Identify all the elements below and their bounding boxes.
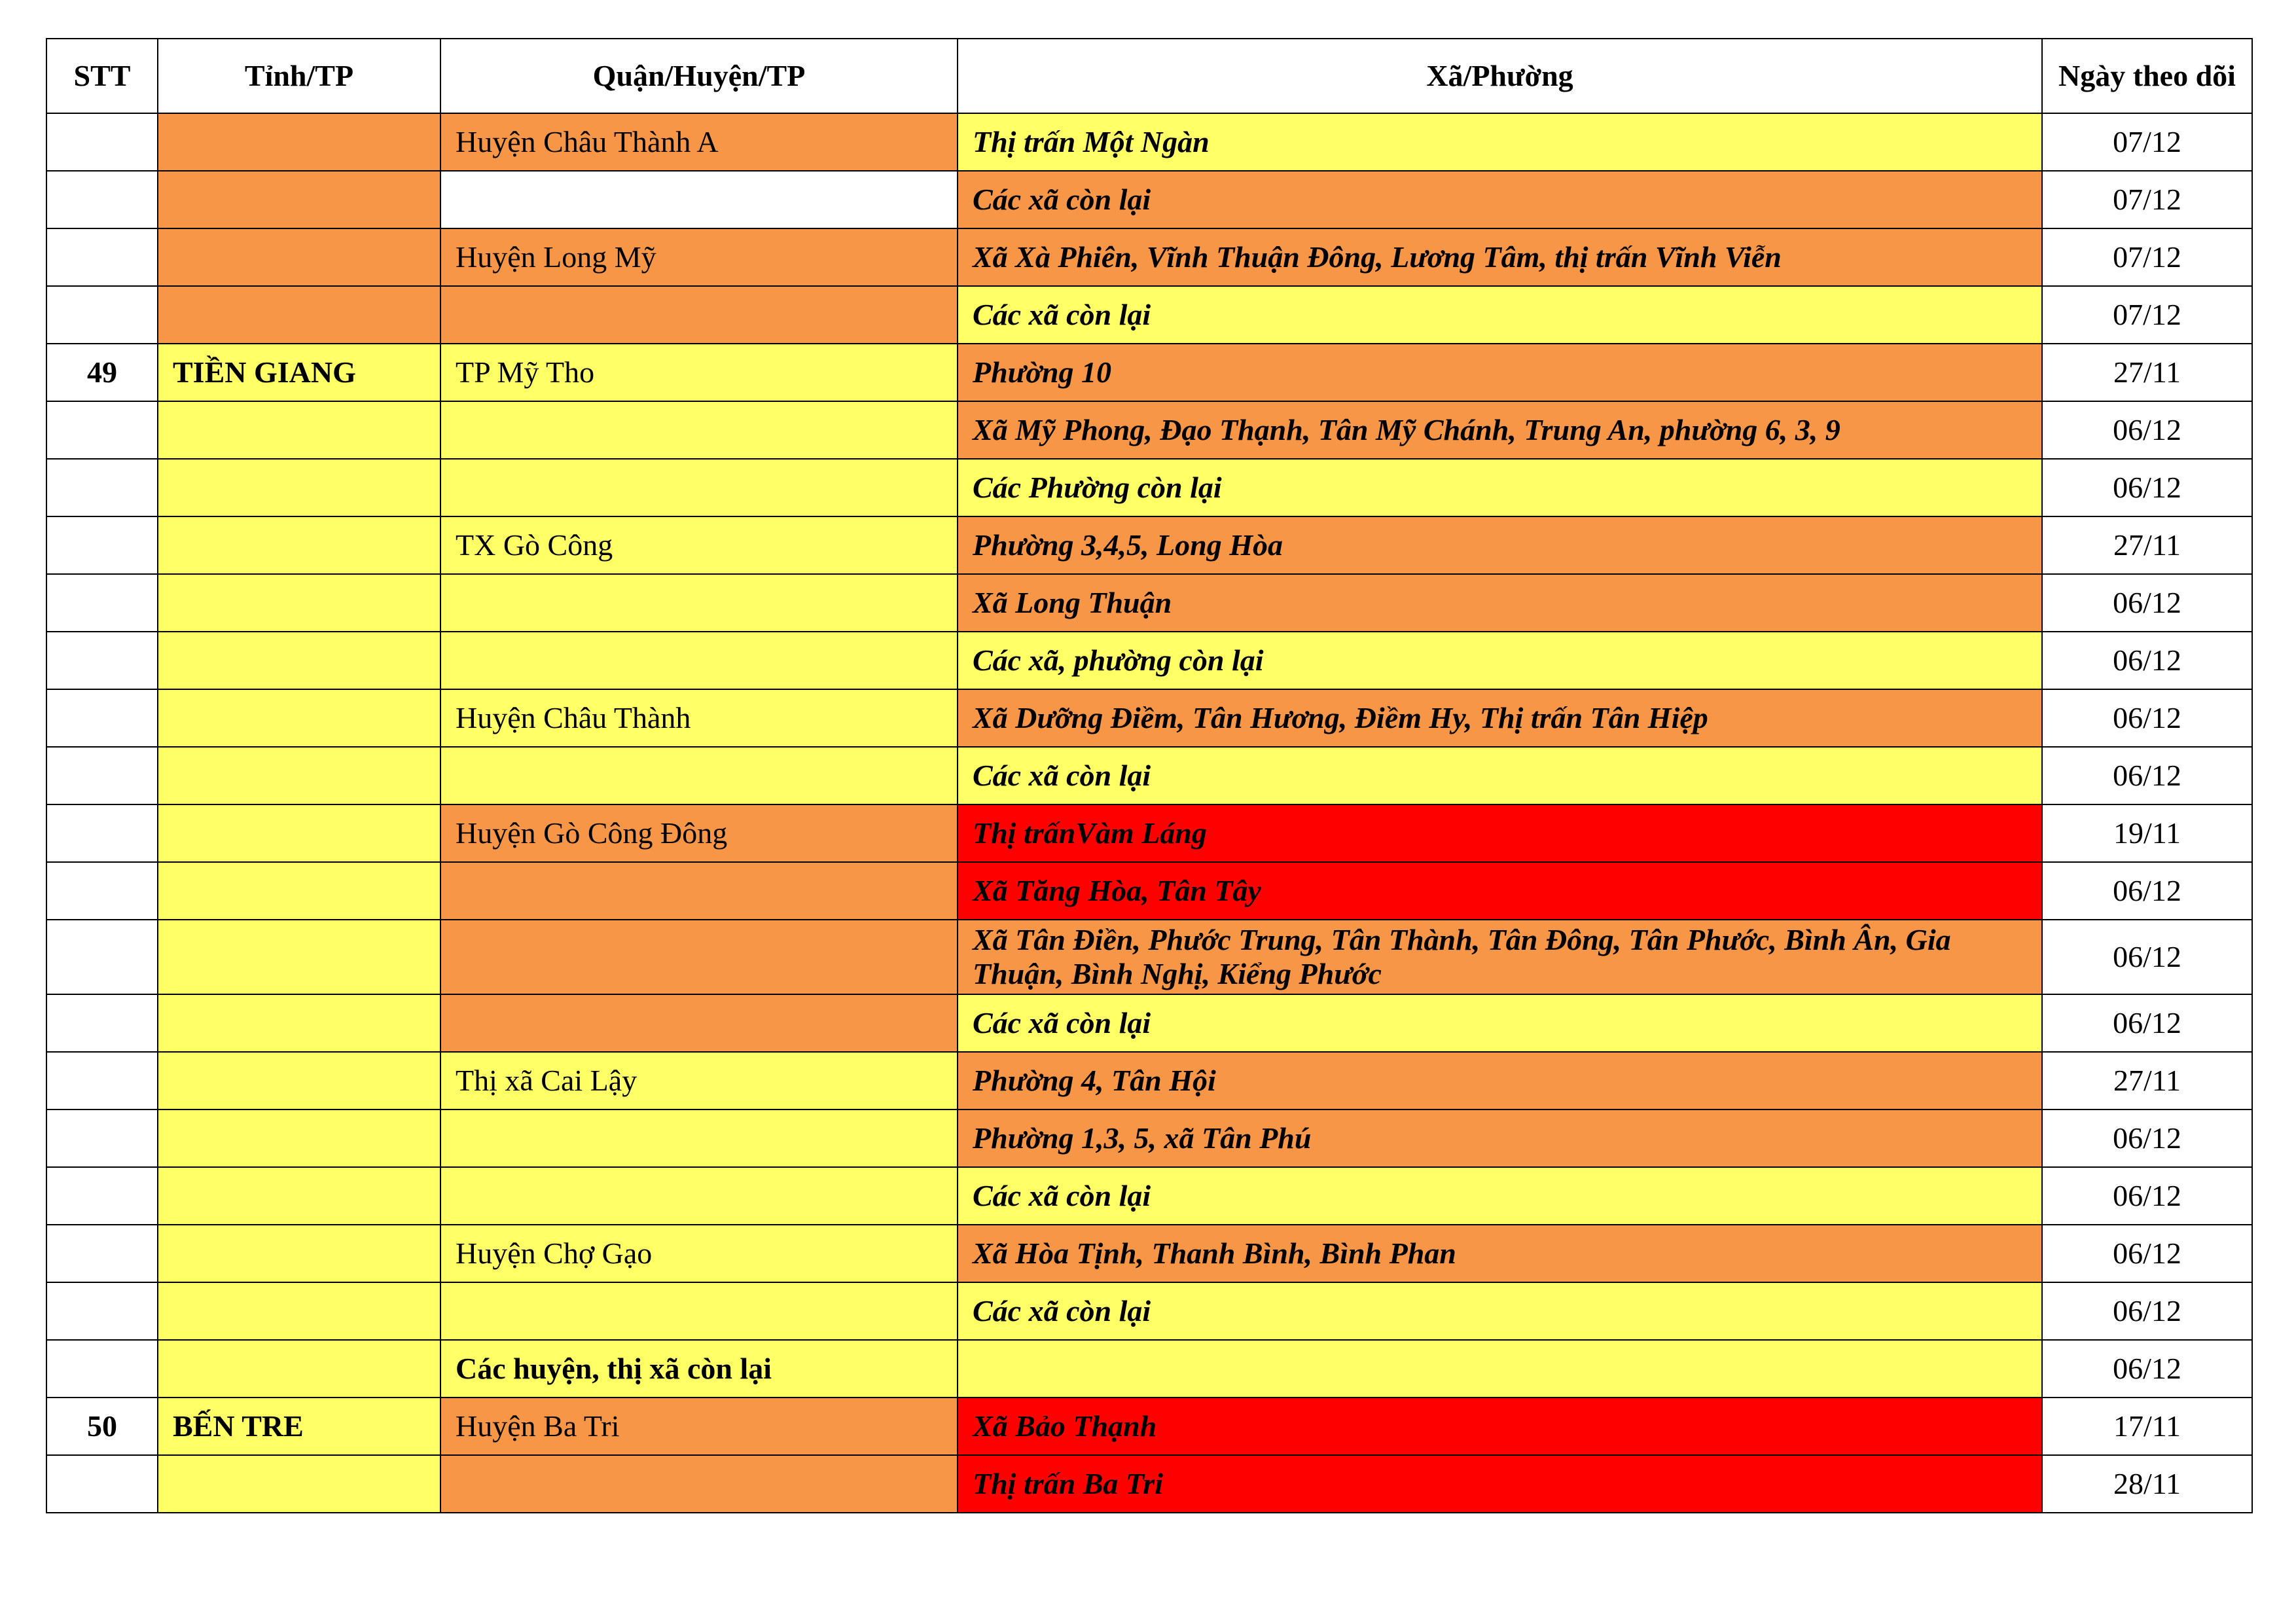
cell-stt (46, 1282, 158, 1340)
cell-district: Huyện Châu Thành A (440, 113, 958, 171)
cell-date: 17/11 (2042, 1398, 2252, 1455)
cell-ward: Các xã còn lại (958, 994, 2042, 1052)
cell-province (158, 994, 440, 1052)
cell-ward: Thị trấnVàm Láng (958, 804, 2042, 862)
cell-ward: Xã Bảo Thạnh (958, 1398, 2042, 1455)
cell-province (158, 804, 440, 862)
header-date: Ngày theo dõi (2042, 39, 2252, 113)
cell-date: 27/11 (2042, 1052, 2252, 1110)
cell-province (158, 459, 440, 516)
cell-district (440, 1167, 958, 1225)
cell-date: 06/12 (2042, 920, 2252, 994)
table-row (46, 1340, 2252, 1398)
cell-ward: Xã Tân Điền, Phước Trung, Tân Thành, Tân Đông, Tân Phước, Bình Ân, Gia Thuận, Bình Nghị, Kiểng Phước (958, 920, 2042, 994)
cell-district (440, 401, 958, 459)
cell-date: 06/12 (2042, 689, 2252, 747)
cell-ward: Xã Xà Phiên, Vĩnh Thuận Đông, Lương Tâm, thị trấn Vĩnh Viễn (958, 228, 2042, 286)
cell-stt (46, 994, 158, 1052)
cell-date: 07/12 (2042, 286, 2252, 344)
table-row (46, 401, 2252, 459)
cell-province (158, 1282, 440, 1340)
cell-ward: Các xã còn lại (958, 286, 2042, 344)
table-row (46, 632, 2252, 689)
cell-stt (46, 228, 158, 286)
cell-district (440, 1455, 958, 1513)
table-row (46, 1052, 2252, 1110)
cell-stt (46, 1455, 158, 1513)
cell-district (440, 286, 958, 344)
table-row (46, 747, 2252, 804)
table-row (46, 1110, 2252, 1167)
cell-ward: Các xã còn lại (958, 1167, 2042, 1225)
table-row (46, 1398, 2252, 1455)
cell-date: 06/12 (2042, 401, 2252, 459)
cell-province (158, 401, 440, 459)
table-row (46, 228, 2252, 286)
cell-district (440, 632, 958, 689)
cell-date: 06/12 (2042, 747, 2252, 804)
header-district: Quận/Huyện/TP (440, 39, 958, 113)
table-row (46, 994, 2252, 1052)
cell-stt (46, 459, 158, 516)
cell-ward: Xã Dưỡng Điềm, Tân Hương, Điềm Hy, Thị trấn Tân Hiệp (958, 689, 2042, 747)
table-row (46, 1282, 2252, 1340)
cell-date: 19/11 (2042, 804, 2252, 862)
table-row (46, 1455, 2252, 1513)
cell-date: 07/12 (2042, 228, 2252, 286)
table-row (46, 862, 2252, 920)
cell-date: 06/12 (2042, 1225, 2252, 1282)
cell-ward: Thị trấn Một Ngàn (958, 113, 2042, 171)
cell-stt (46, 171, 158, 228)
cell-stt (46, 286, 158, 344)
table-row (46, 344, 2252, 401)
cell-district: Huyện Long Mỹ (440, 228, 958, 286)
table-body (46, 113, 2252, 1513)
cell-ward: Các xã, phường còn lại (958, 632, 2042, 689)
cell-district: TP Mỹ Tho (440, 344, 958, 401)
cell-district (440, 171, 958, 228)
cell-province (158, 920, 440, 994)
cell-stt (46, 747, 158, 804)
cell-province (158, 1167, 440, 1225)
cell-district (440, 574, 958, 632)
cell-stt (46, 862, 158, 920)
cell-date: 06/12 (2042, 459, 2252, 516)
cell-district: Các huyện, thị xã còn lại (440, 1340, 958, 1398)
cell-date: 06/12 (2042, 862, 2252, 920)
cell-district: Huyện Chợ Gạo (440, 1225, 958, 1282)
cell-stt (46, 516, 158, 574)
covid-risk-table (46, 38, 2253, 1513)
cell-date: 27/11 (2042, 516, 2252, 574)
cell-date: 06/12 (2042, 1110, 2252, 1167)
cell-district (440, 920, 958, 994)
cell-district (440, 1282, 958, 1340)
cell-stt (46, 1340, 158, 1398)
cell-ward: Phường 3,4,5, Long Hòa (958, 516, 2042, 574)
cell-province (158, 228, 440, 286)
cell-province (158, 113, 440, 171)
table-row (46, 171, 2252, 228)
table-row (46, 113, 2252, 171)
cell-province: TIỀN GIANG (158, 344, 440, 401)
cell-date: 06/12 (2042, 574, 2252, 632)
cell-district: Huyện Gò Công Đông (440, 804, 958, 862)
cell-stt: 50 (46, 1398, 158, 1455)
cell-stt (46, 1167, 158, 1225)
table-row (46, 459, 2252, 516)
cell-district: Huyện Ba Tri (440, 1398, 958, 1455)
cell-ward (958, 1340, 2042, 1398)
cell-ward: Xã Mỹ Phong, Đạo Thạnh, Tân Mỹ Chánh, Trung An, phường 6, 3, 9 (958, 401, 2042, 459)
cell-stt (46, 920, 158, 994)
cell-stt (46, 574, 158, 632)
cell-stt (46, 804, 158, 862)
table-row (46, 516, 2252, 574)
table-row (46, 574, 2252, 632)
cell-province (158, 747, 440, 804)
cell-date: 06/12 (2042, 632, 2252, 689)
cell-date: 06/12 (2042, 994, 2252, 1052)
table-header (46, 39, 2252, 113)
cell-stt (46, 1225, 158, 1282)
cell-district (440, 862, 958, 920)
table-row (46, 920, 2252, 994)
cell-ward: Phường 4, Tân Hội (958, 1052, 2042, 1110)
cell-ward: Xã Long Thuận (958, 574, 2042, 632)
cell-stt (46, 401, 158, 459)
cell-district (440, 994, 958, 1052)
table-row (46, 689, 2252, 747)
cell-ward: Phường 10 (958, 344, 2042, 401)
cell-stt (46, 1052, 158, 1110)
cell-district: TX Gò Công (440, 516, 958, 574)
cell-district: Thị xã Cai Lậy (440, 1052, 958, 1110)
cell-province: BẾN TRE (158, 1398, 440, 1455)
cell-date: 06/12 (2042, 1340, 2252, 1398)
cell-province (158, 632, 440, 689)
cell-ward: Xã Tăng Hòa, Tân Tây (958, 862, 2042, 920)
cell-stt (46, 113, 158, 171)
cell-stt (46, 1110, 158, 1167)
cell-ward: Các xã còn lại (958, 171, 2042, 228)
header-stt: STT (46, 39, 158, 113)
cell-date: 06/12 (2042, 1282, 2252, 1340)
cell-province (158, 286, 440, 344)
cell-district (440, 1110, 958, 1167)
cell-district (440, 747, 958, 804)
cell-stt: 49 (46, 344, 158, 401)
cell-ward: Xã Hòa Tịnh, Thanh Bình, Bình Phan (958, 1225, 2042, 1282)
cell-province (158, 1455, 440, 1513)
cell-province (158, 574, 440, 632)
cell-district (440, 459, 958, 516)
cell-ward: Phường 1,3, 5, xã Tân Phú (958, 1110, 2042, 1167)
cell-province (158, 516, 440, 574)
cell-date: 28/11 (2042, 1455, 2252, 1513)
cell-stt (46, 689, 158, 747)
cell-province (158, 1110, 440, 1167)
table-row (46, 1167, 2252, 1225)
cell-ward: Các xã còn lại (958, 747, 2042, 804)
cell-district: Huyện Châu Thành (440, 689, 958, 747)
cell-date: 27/11 (2042, 344, 2252, 401)
cell-ward: Thị trấn Ba Tri (958, 1455, 2042, 1513)
cell-date: 07/12 (2042, 171, 2252, 228)
cell-province (158, 1225, 440, 1282)
table-row (46, 804, 2252, 862)
cell-province (158, 1052, 440, 1110)
table-row (46, 286, 2252, 344)
cell-ward: Các Phường còn lại (958, 459, 2042, 516)
cell-province (158, 689, 440, 747)
cell-stt (46, 632, 158, 689)
cell-province (158, 862, 440, 920)
cell-province (158, 1340, 440, 1398)
header-province: Tỉnh/TP (158, 39, 440, 113)
table-row (46, 1225, 2252, 1282)
cell-date: 06/12 (2042, 1167, 2252, 1225)
header-row (46, 39, 2252, 113)
cell-province (158, 171, 440, 228)
cell-date: 07/12 (2042, 113, 2252, 171)
header-ward: Xã/Phường (958, 39, 2042, 113)
cell-ward: Các xã còn lại (958, 1282, 2042, 1340)
